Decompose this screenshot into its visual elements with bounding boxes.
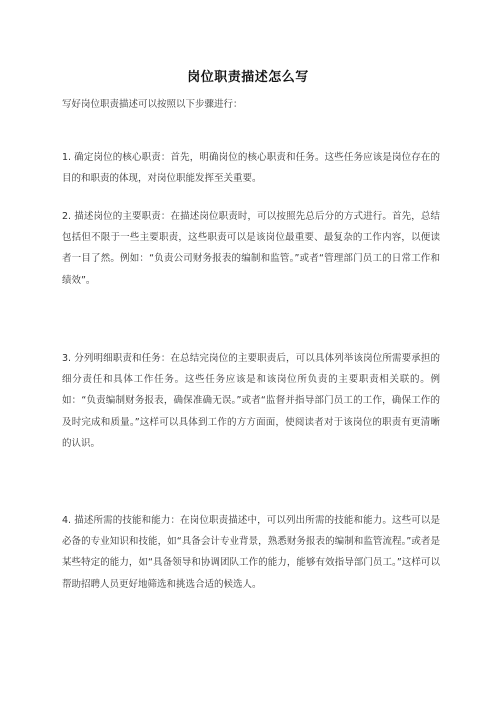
paragraph-1: 1. 确定岗位的核心职责：首先，明确岗位的核心职责和任务。这些任务应该是岗位存在的目的和职责的体现，对岗位职能发挥至关重要。 [62,152,440,185]
paragraph-3: 3. 分列明细职责和任务：在总结完岗位的主要职责后，可以具体列举该岗位所需要承担的细分责任和具体工作任务。这些任务应该是和该岗位所负责的主要职责相关联的。例如：“负责编制财务报表，确保准确无误。”或者“监督并指导部门员工的工作，确保工作的及时完成和质量。”这样可以具体到工作的方方面面，使阅读者对于该岗位的职责有更清晰的认识。 [62,353,440,449]
document-title: 岗位职责描述怎么写 [187,70,309,85]
paragraph-2: 2. 描述岗位的主要职责：在描述岗位职责时，可以按照先总后分的方式进行。首先，总结包括但不限于一些主要职责，这些职责可以是该岗位最重要、最复杂的工作内容，以便读者一目了然。例如：“负责公司财务报表的编制和监管。”或者“管理部门员工的日常工作和绩效”。 [62,211,440,286]
paragraph-4: 4. 描述所需的技能和能力：在岗位职责描述中，可以列出所需的技能和能力。这些可以是必备的专业知识和技能，如“具备会计专业背景，熟悉财务报表的编制和监管流程。”或者是某些特定的能力，如“具备领导和协调团队工作的能力，能够有效指导部门员工。”这样可以帮助招聘人员更好地筛选和挑选合适的候选人。 [62,515,440,590]
intro-text: 写好岗位职责描述可以按照以下步骤进行： [62,99,243,110]
